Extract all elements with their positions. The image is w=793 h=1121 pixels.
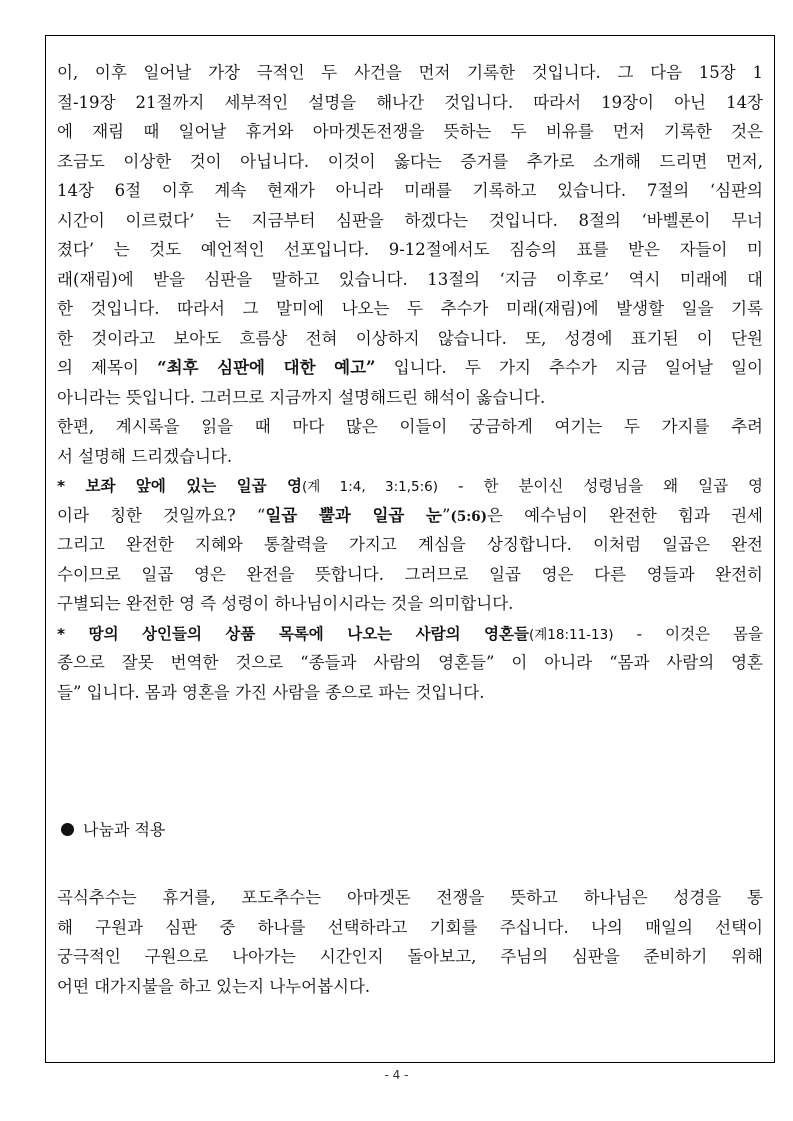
section-line: 해 구원과 심판 중 하나를 선택하라고 기회를 주십니다. 나의 매일의 선택이 — [57, 918, 763, 937]
item2-ref: (계18:11-13) — [528, 627, 614, 643]
item2-rest: - 이것은 몸을 — [613, 625, 764, 643]
item2-head: * 땅의 상인들의 상품 목록에 나오는 사람의 영혼들 — [57, 625, 529, 643]
item1-line: 그리고 완전한 지혜와 통찰력을 가지고 계심을 상징합니다. 이처럼 일곱은 완전 — [57, 535, 763, 554]
item1-l2-after: 은 예수님이 완전한 힘과 권세 — [486, 506, 764, 525]
bullet-icon — [61, 823, 74, 836]
body-line: 14장 6절 이후 계속 현재가 아니라 미래를 기록하고 있습니다. 7절의 ‘심판의 — [57, 181, 763, 200]
section-heading — [61, 817, 165, 840]
body-line: 한 것이라고 보아도 흐름상 전혀 이상하지 않습니다. 또, 성경에 표기된 이 단원 — [57, 329, 763, 348]
item2-line: 들” 입니다. 몸과 영혼을 가진 사람을 종으로 파는 것입니다. — [57, 683, 485, 702]
body-line: 절-19장 21절까지 세부적인 설명을 해나간 것입니다. 따라서 19장이 아닌 14장 — [57, 93, 763, 112]
item1-rest: - 한 분이신 성령님을 왜 일곱 영 — [438, 477, 763, 495]
item1-ref: (계 1:4, 3:1,5:6) — [302, 479, 438, 495]
title-line-before: 의 제목이 — [57, 358, 158, 377]
body-line: 시간이 이르렀다’ 는 지금부터 심판을 하겠다는 것입니다. 8절의 ‘바벨론이 무너 — [57, 211, 763, 230]
item1-l2-before: 이라 칭한 것일까요? “ — [57, 506, 266, 525]
body-line: 래(재림)에 받을 심판을 말하고 있습니다. 13절의 ‘지금 이후로’ 역시 미래에 대 — [57, 270, 763, 289]
page-number: - 4 - — [384, 1068, 409, 1082]
title-line-after: 입니다. 두 가지 추수가 지금 일어날 일이 — [375, 358, 764, 377]
body-line: 아니라는 뜻입니다. 그러므로 지금까지 설명해드린 해석이 옳습니다. — [57, 388, 546, 407]
item1-line: 구별되는 완전한 영 즉 성령이 하나님이시라는 것을 의미합니다. — [57, 594, 514, 613]
item1-l2-ref: (5:6) — [450, 509, 487, 525]
item1-line — [57, 471, 763, 503]
body-line: 조금도 이상한 것이 아닙니다. 이것이 옳다는 증거를 추가로 소개해 드리면 먼저, — [57, 152, 763, 171]
section-line: 어떤 대가지불을 하고 있는지 나누어봅시다. — [57, 977, 371, 996]
item2-line — [57, 619, 763, 651]
item2-line: 종으로 잘못 번역한 것으로 “종들과 사람의 영혼들” 이 아니라 “몸과 사람의 영혼 — [57, 653, 763, 672]
item1-l2-mid: ” — [442, 506, 451, 525]
section-heading-text: 나눔과 적용 — [83, 820, 166, 839]
body-line: 이, 이후 일어날 가장 극적인 두 사건을 먼저 기록한 것입니다. 그 다음 15장 1 — [57, 63, 763, 82]
para2-line: 한편, 계시록을 읽을 때 마다 많은 이들이 궁금하게 여기는 두 가지를 추려 — [57, 417, 763, 436]
body-line: 한 것입니다. 따라서 그 말미에 나오는 두 추수가 미래(재림)에 발생할 일을 기록 — [57, 299, 763, 318]
item1-head: * 보좌 앞에 있는 일곱 영 — [57, 477, 303, 495]
item1-line: 수이므로 일곱 영은 완전을 뜻합니다. 그러므로 일곱 영은 다른 영들과 완전히 — [57, 565, 763, 584]
body-line: 에 재림 때 일어날 휴거와 아마겟돈전쟁을 뜻하는 두 비유를 먼저 기록한 것은 — [57, 122, 763, 141]
section-title-bold: “최후 심판에 대한 예고” — [157, 358, 376, 377]
section-line: 궁극적인 구원으로 나아가는 시간인지 돌아보고, 주님의 심판을 준비하기 위해 — [57, 947, 763, 966]
item1-line — [57, 501, 763, 533]
para2-line: 서 설명해 드리겠습니다. — [57, 447, 233, 466]
body-line: 졌다’ 는 것도 예언적인 선포입니다. 9-12절에서도 짐승의 표를 받은 자들이 미 — [57, 240, 763, 259]
body-line-with-title — [57, 353, 763, 383]
item1-l2-bold: 일곱 뿔과 일곱 눈 — [265, 506, 442, 525]
section-line: 곡식추수는 휴거를, 포도추수는 아마겟돈 전쟁을 뜻하고 하나님은 성경을 통 — [57, 888, 763, 907]
